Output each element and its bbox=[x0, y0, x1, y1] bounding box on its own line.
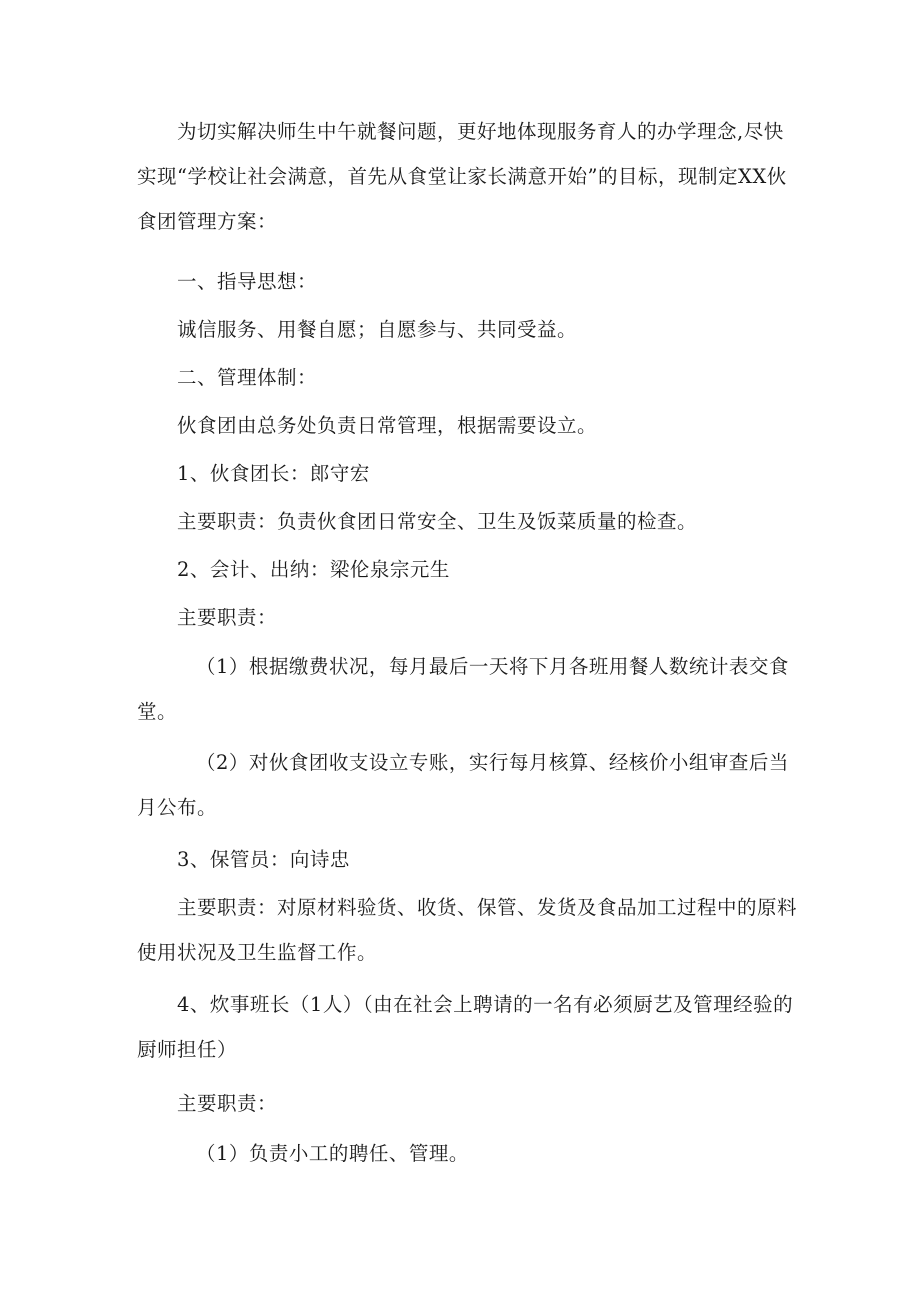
item-2-duty-2: （2）对伙食团收支设立专账，实行每月核算、经核价小组审查后当月公布。 bbox=[137, 751, 789, 819]
item-1-duty: 主要职责：负责伙食团日常安全、卫生及饭菜质量的检查。 bbox=[177, 510, 698, 533]
item-4-duty-1: （1）负责小工的聘任、管理。 bbox=[196, 1142, 469, 1165]
intro-paragraph: 为切实解决师生中午就餐问题，更好地体现服务育人的办学理念,尽快实现“学校让社会满意，首先从食堂让家长满意开始”的目标，现制定XX伙食团管理方案： bbox=[137, 120, 787, 233]
item-4-duty-label: 主要职责： bbox=[177, 1092, 278, 1115]
item-3-title: 3、保管员：向诗忠 bbox=[177, 848, 350, 871]
guiding-ideology-text: 诚信服务、用餐自愿；自愿参与、共同受益。 bbox=[177, 318, 578, 341]
item-1-title: 1、伙食团长：郎守宏 bbox=[177, 462, 370, 485]
section-heading-guiding-ideology: 一、指导思想： bbox=[177, 270, 318, 293]
management-system-text: 伙食团由总务处负责日常管理，根据需要设立。 bbox=[177, 414, 598, 437]
item-2-duty-label: 主要职责： bbox=[177, 606, 278, 629]
item-2-title: 2、会计、出纳：梁伦泉宗元生 bbox=[177, 558, 450, 581]
item-3-duty: 主要职责：对原材料验货、收货、保管、发货及食品加工过程中的原料使用状况及卫生监督工作。 bbox=[137, 896, 798, 964]
item-4-title: 4、炊事班长（1人）（由在社会上聘请的一名有必须厨艺及管理经验的厨师担任） bbox=[137, 993, 794, 1061]
item-2-duty-1: （1）根据缴费状况，每月最后一天将下月各班用餐人数统计表交食堂。 bbox=[137, 655, 789, 723]
section-heading-management-system: 二、管理体制： bbox=[177, 366, 318, 389]
